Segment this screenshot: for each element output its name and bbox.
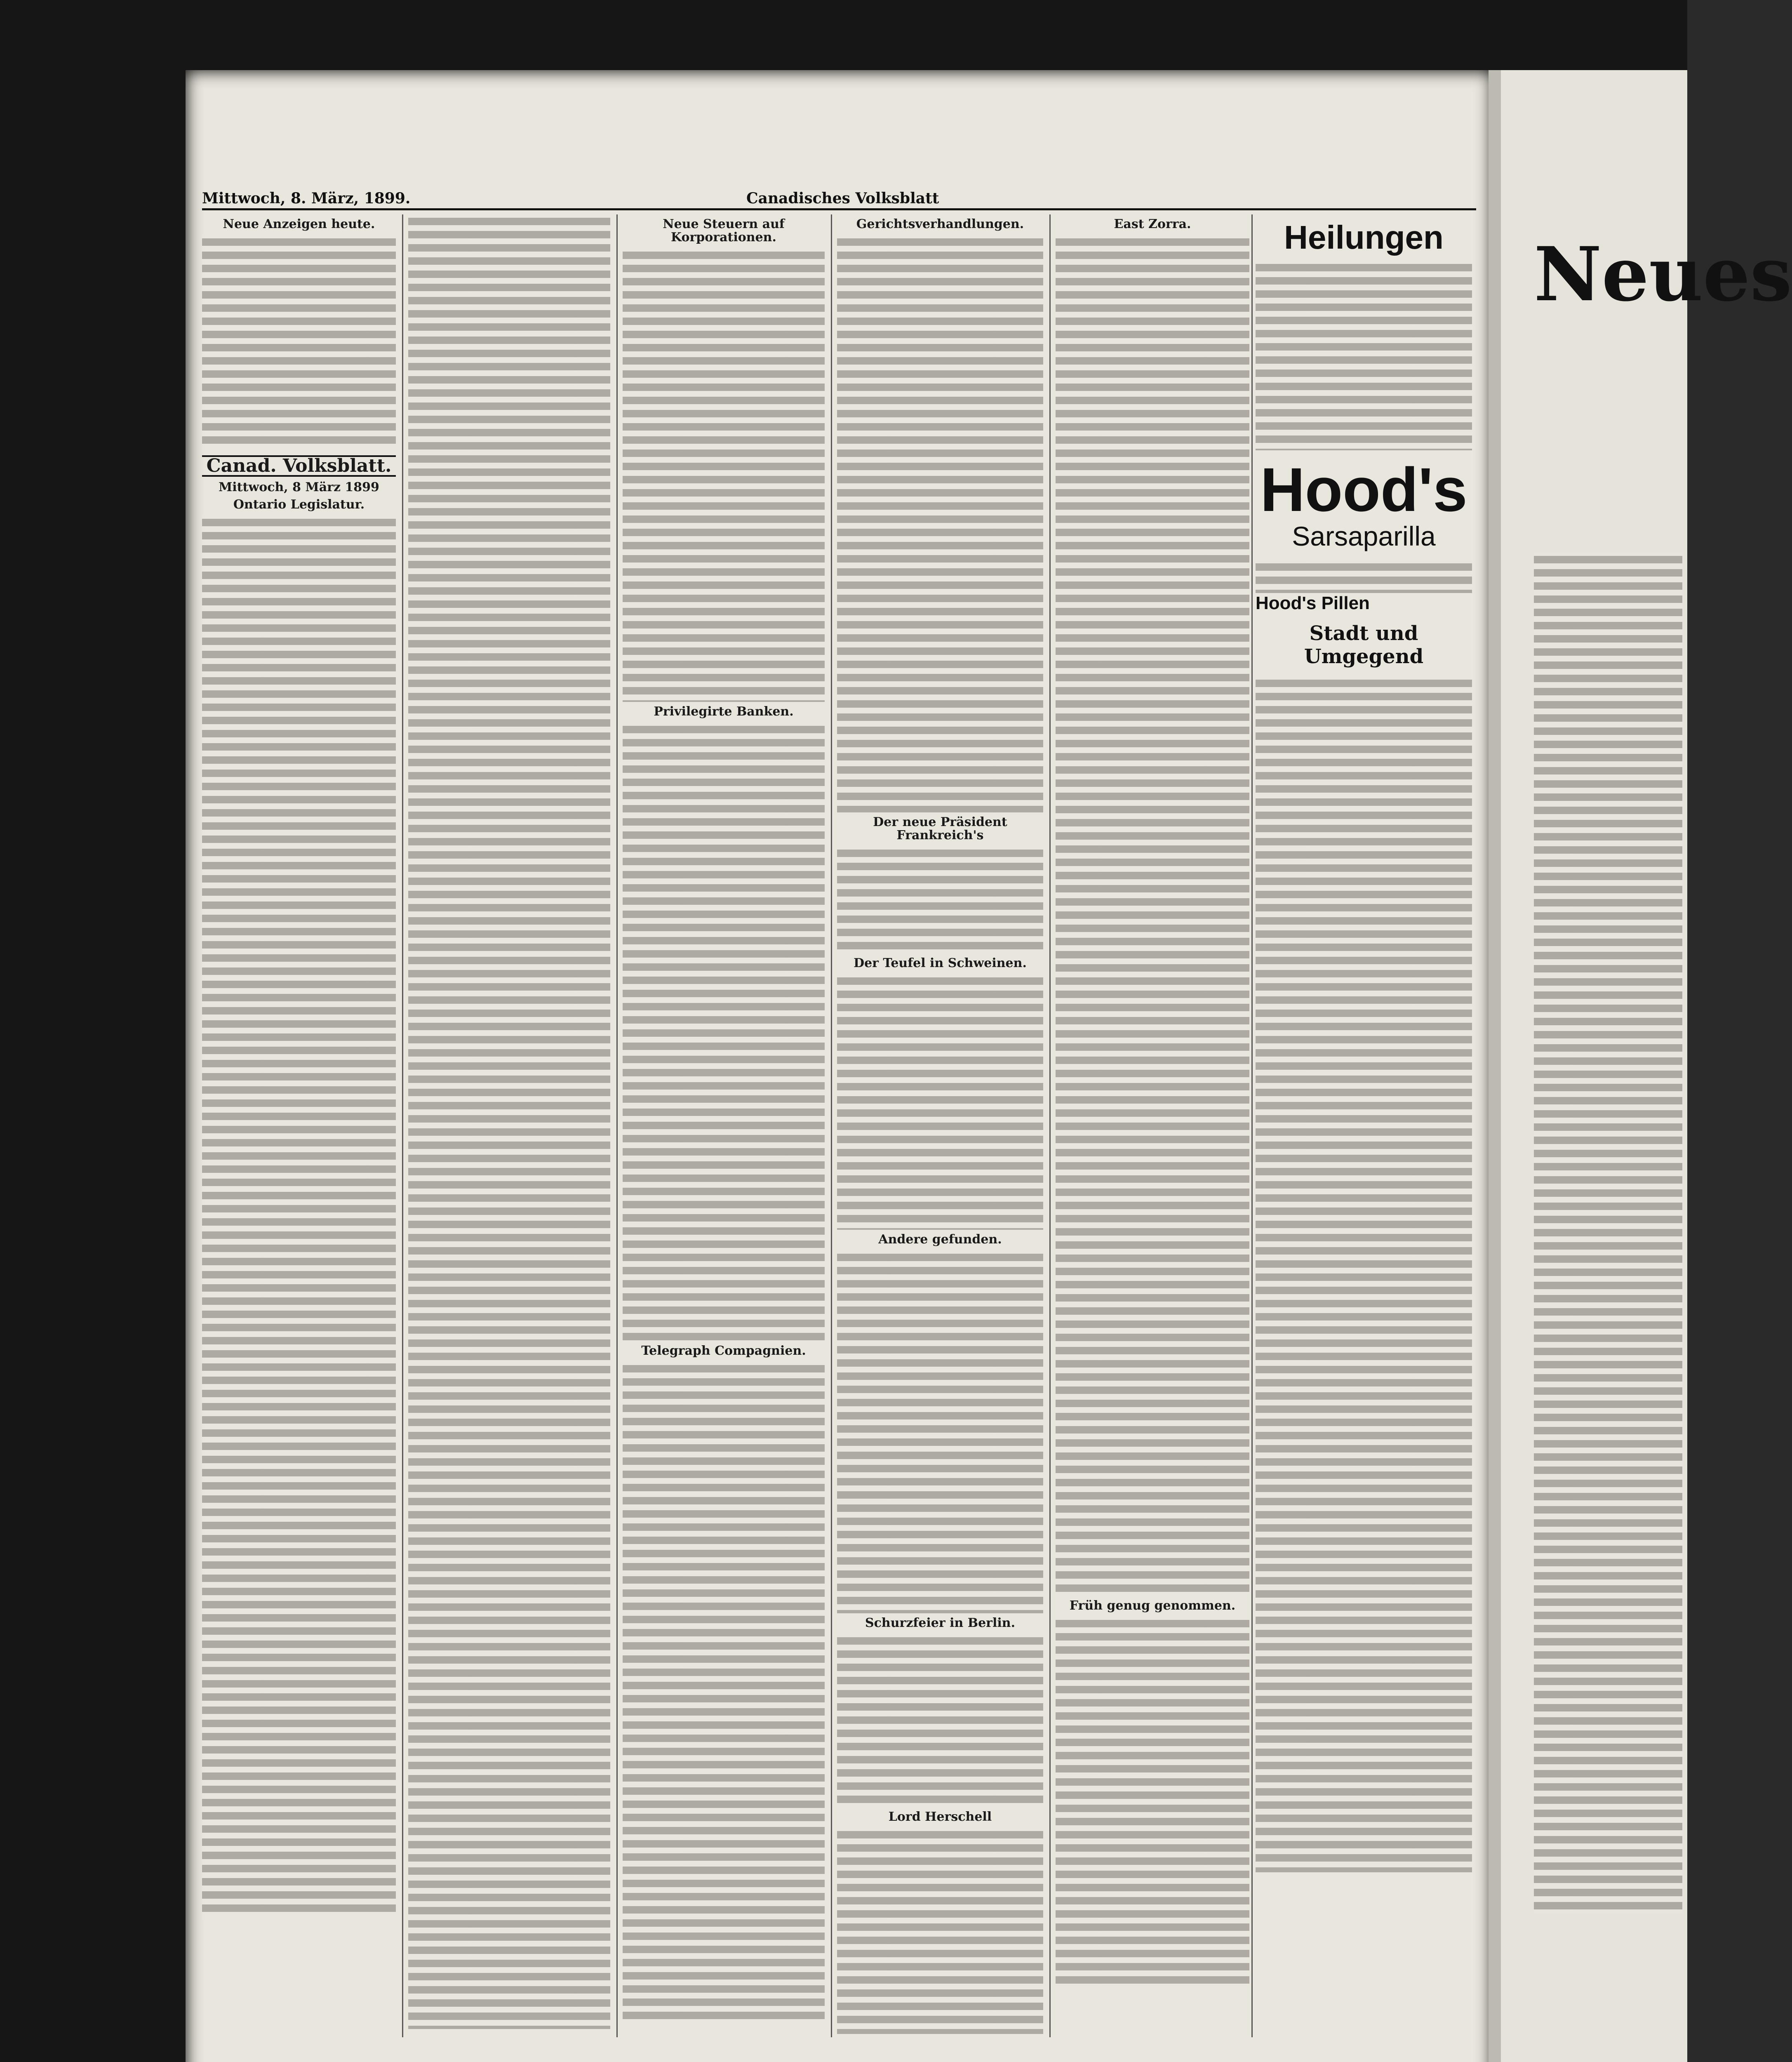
heading-herschell: Lord Herschell	[888, 1810, 992, 1824]
heading-devil: Der Teufel in Schweinen.	[854, 956, 1027, 970]
column-rule	[402, 214, 403, 2037]
column-rule	[616, 214, 618, 2037]
text-block	[837, 1634, 1043, 1807]
date-line: Mittwoch, 8 März 1899	[219, 480, 379, 494]
heading-new-ads: Neue Anzeigen heute.	[223, 217, 375, 231]
text-block	[623, 1362, 825, 2022]
column-1	[202, 214, 396, 2037]
issue-date: Mittwoch, 8. März, 1899.	[202, 190, 411, 207]
next-page-text	[1534, 553, 1682, 1914]
text-block	[1534, 553, 1682, 1914]
text-block	[837, 1828, 1043, 2034]
column-rule	[831, 214, 832, 2037]
ad-text	[1256, 560, 1472, 593]
masthead: Canadisches Volksblatt	[746, 190, 939, 207]
ad-product: Sarsaparilla	[1292, 521, 1436, 551]
heading-found: Andere gefunden.	[878, 1232, 1002, 1247]
column-rule	[1049, 214, 1051, 2037]
next-page-title: Neues	[1534, 231, 1792, 318]
masthead-small: Canad. Volksblatt.	[202, 455, 396, 477]
text-block	[623, 248, 825, 702]
header-rule	[202, 208, 1476, 210]
heading-new-taxes: Neue Steuern auf Korporationen.	[663, 217, 785, 245]
ad-text	[1256, 261, 1472, 450]
text-block	[408, 214, 610, 2029]
heading-telegraph: Telegraph Compagnien.	[641, 1344, 806, 1358]
heading-legislature: Ontario Legislatur.	[233, 497, 365, 512]
page-header	[202, 190, 1476, 206]
heading-berlin: Schurzfeier in Berlin.	[865, 1616, 1016, 1630]
text-block	[837, 1250, 1043, 1613]
column-rule	[1251, 214, 1253, 2037]
heading-early-enough: Früh genug genommen.	[1069, 1598, 1236, 1613]
column-2	[408, 214, 610, 2037]
text-block	[623, 723, 825, 1341]
section-local-news: Stadt und Umgegend	[1304, 622, 1424, 668]
ad-headline: Heilungen	[1284, 219, 1444, 256]
text-block	[202, 235, 396, 450]
text-block	[837, 846, 1043, 953]
hoods-advertisement	[1256, 214, 1472, 1872]
heading-president: Der neue Präsident Frankreich's	[873, 815, 1007, 843]
text-block	[837, 235, 1043, 812]
text-block	[1056, 235, 1249, 1596]
column-4	[837, 214, 1043, 2037]
column-3	[623, 214, 825, 2037]
text-block	[1256, 676, 1472, 1872]
text-block	[1056, 1617, 1249, 1988]
ad-pills: Hood's Pillen	[1256, 593, 1370, 613]
heading-east-zorra: East Zorra.	[1114, 217, 1191, 231]
text-block	[202, 516, 396, 1918]
ad-brand: Hood's	[1260, 455, 1467, 524]
column-5	[1056, 214, 1249, 2037]
heading-court: Gerichtsverhandlungen.	[856, 217, 1024, 231]
heading-banks: Privilegirte Banken.	[654, 704, 794, 719]
text-block	[837, 974, 1043, 1230]
